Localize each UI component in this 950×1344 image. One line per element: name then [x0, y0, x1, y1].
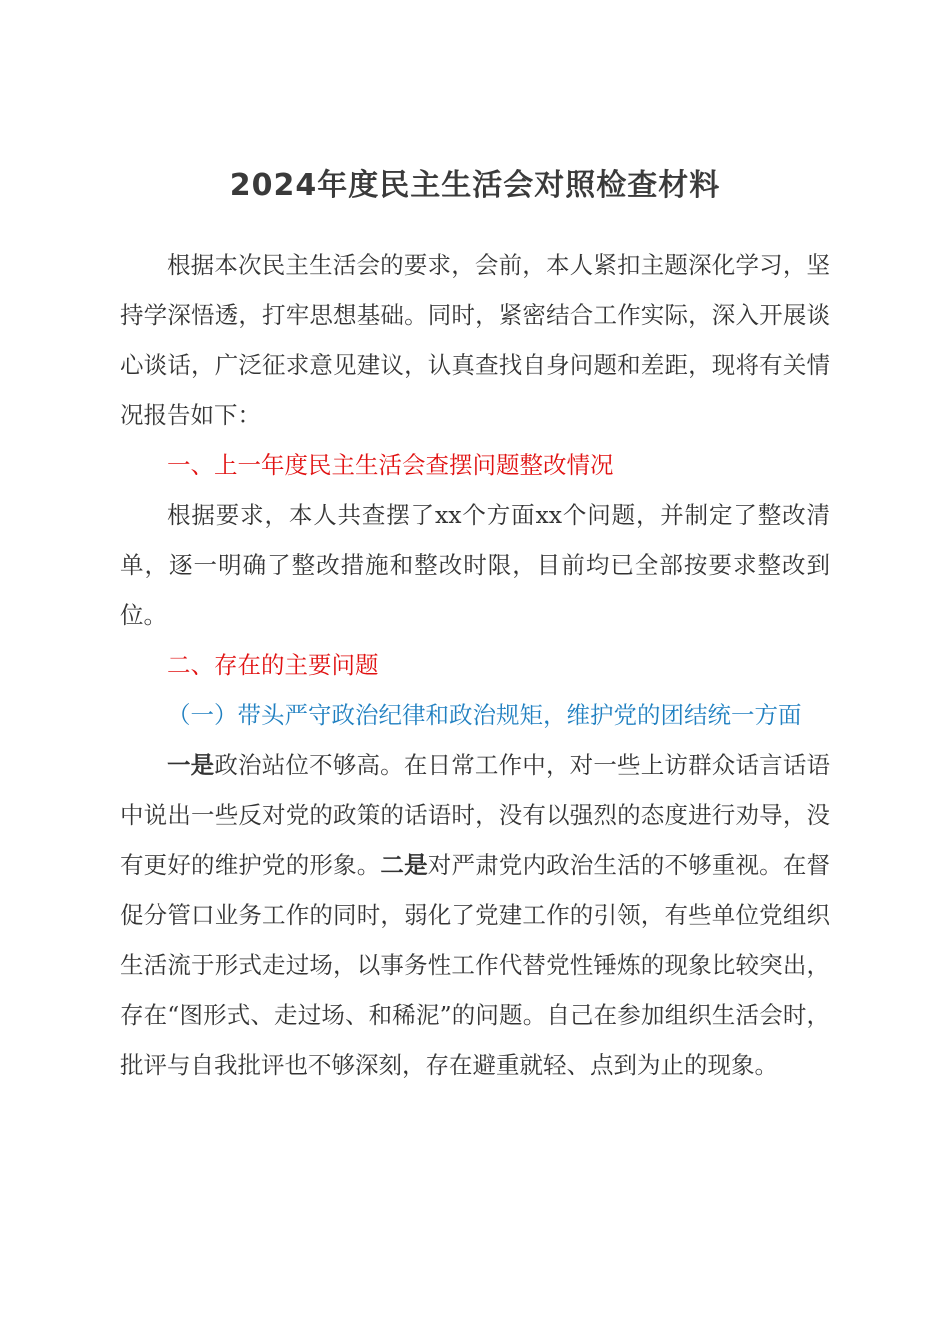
subsection1-heading: （一）带头严守政治纪律和政治规矩，维护党的团结统一方面	[167, 701, 802, 729]
section2-heading: 二、存在的主要问题	[167, 651, 379, 679]
document-title: 2024年度民主生活会对照检查材料	[229, 168, 721, 203]
intro-paragraph: 根据本次民主生活会的要求，会前，本人紧扣主题深化学习，坚持学深悟透，打牢思想基础。同时，紧密结合工作实际，深入开展谈心谈话，广泛征求意见建议，认真查找自身问题和差距，现将有关情况报告如下：	[120, 251, 830, 429]
section1-paragraph: 根据要求，本人共查摆了xx个方面xx个问题，并制定了整改清单，逐一明确了整改措施和整改时限，目前均已全部按要求整改到位。	[120, 501, 830, 629]
point-1-text: 政治站位不够高。在日常工作中，对一些上访群众话言话语中说出一些反对党的政策的话语时，没有以强烈的态度进行劝导，没有更好的维护党的形象。	[120, 751, 831, 879]
document-body	[120, 240, 830, 1090]
subsection1-paragraph	[120, 740, 830, 1090]
point-2-text: 对严肃党内政治生活的不够重视。在督促分管口业务工作的同时，弱化了党建工作的引领，有些单位党组织生活流于形式走过场，以事务性工作代替党性锤炼的现象比较突出，存在“图形式、走过场、和稀泥”的问题。自己在参加组织生活会时，批评与自我批评也不够深刻，存在避重就轻、点到为止的现象。	[120, 851, 831, 1079]
lead-label-2: 二是	[380, 851, 428, 879]
lead-label-1: 一是	[167, 751, 215, 779]
section1-heading: 一、上一年度民主生活会查摆问题整改情况	[167, 451, 614, 479]
